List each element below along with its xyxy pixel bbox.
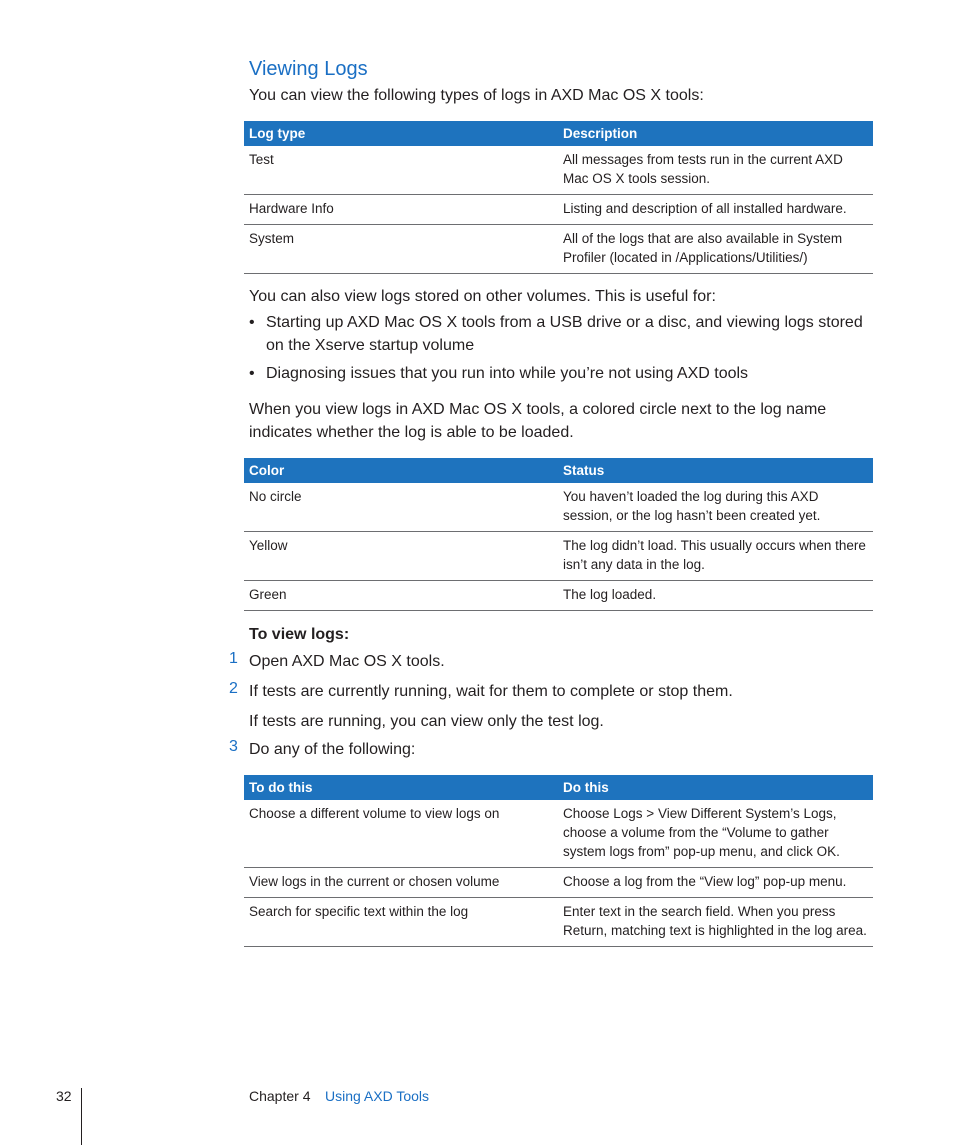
table-cell: All messages from tests run in the current AXD Mac OS X tools session. xyxy=(558,146,873,195)
step-note: If tests are running, you can view only the test log. xyxy=(249,713,604,730)
procedure-title: To view logs: xyxy=(249,626,350,643)
table-header-row xyxy=(244,775,873,800)
bullet-glyph: • xyxy=(249,314,255,331)
table-row xyxy=(244,483,873,532)
table-cell: System xyxy=(244,225,558,274)
page-number: 32 xyxy=(56,1088,72,1104)
table-cell: Choose a log from the “View log” pop-up menu. xyxy=(558,868,873,898)
step-number: 3 xyxy=(229,738,238,755)
table-cell: Choose a different volume to view logs on xyxy=(244,800,558,868)
table-cell: Listing and description of all installed hardware. xyxy=(558,195,873,225)
table-cell: Yellow xyxy=(244,532,558,581)
table-cell: View logs in the current or chosen volume xyxy=(244,868,558,898)
table-cell: All of the logs that are also available in System Profiler (located in /Applications/Utilities/) xyxy=(558,225,873,274)
table-cell: Search for specific text within the log xyxy=(244,898,558,947)
table-cell: Green xyxy=(244,581,558,611)
list-item-text: Diagnosing issues that you run into while you’re not using AXD tools xyxy=(266,365,749,382)
section-heading: Viewing Logs xyxy=(249,58,368,80)
step-text: Do any of the following: xyxy=(249,741,416,758)
table-row xyxy=(244,868,873,898)
table-row xyxy=(244,581,873,611)
table-row xyxy=(244,195,873,225)
column-header: Color xyxy=(244,458,558,483)
table-row xyxy=(244,225,873,274)
table-cell: You haven’t loaded the log during this AXD session, or the log hasn’t been created yet. xyxy=(558,483,873,532)
column-header: To do this xyxy=(244,775,558,800)
table-header-row xyxy=(244,121,873,146)
table-row xyxy=(244,532,873,581)
table-cell: The log loaded. xyxy=(558,581,873,611)
list-item xyxy=(249,362,869,385)
bullet-glyph: • xyxy=(249,365,255,382)
column-header: Do this xyxy=(558,775,873,800)
step-number: 2 xyxy=(229,680,238,697)
footer-chapter-title: Using AXD Tools xyxy=(325,1088,430,1104)
table-cell: Choose Logs > View Different System’s Logs, choose a volume from the “Volume to gather system logs from” pop-up menu, and click OK. xyxy=(558,800,873,868)
table-cell: Enter text in the search field. When you press Return, matching text is highlighted in the log area. xyxy=(558,898,873,947)
table-cell: No circle xyxy=(244,483,558,532)
log-types-table xyxy=(244,121,873,274)
table-cell: The log didn’t load. This usually occurs when there isn’t any data in the log. xyxy=(558,532,873,581)
step-text: If tests are currently running, wait for them to complete or stop them. xyxy=(249,683,733,700)
column-header: Log type xyxy=(244,121,558,146)
bullet-list xyxy=(249,311,869,390)
list-item-text: Starting up AXD Mac OS X tools from a USB drive or a disc, and viewing logs stored on the Xserve startup volume xyxy=(266,314,863,354)
table-row xyxy=(244,146,873,195)
column-header: Status xyxy=(558,458,873,483)
table-header-row xyxy=(244,458,873,483)
step-text: Open AXD Mac OS X tools. xyxy=(249,653,445,670)
intro-text: You can view the following types of logs in AXD Mac OS X tools: xyxy=(249,87,704,104)
status-table xyxy=(244,458,873,611)
step-number: 1 xyxy=(229,650,238,667)
footer-chapter: Chapter 4 xyxy=(249,1088,311,1104)
table-cell: Hardware Info xyxy=(244,195,558,225)
volumes-intro: You can also view logs stored on other volumes. This is useful for: xyxy=(249,288,716,305)
footer-divider xyxy=(81,1088,82,1145)
circle-paragraph: When you view logs in AXD Mac OS X tools, a colored circle next to the log name indicates whether the log is able to be loaded. xyxy=(249,401,827,441)
table-cell: Test xyxy=(244,146,558,195)
column-header: Description xyxy=(558,121,873,146)
actions-table xyxy=(244,775,873,947)
table-row xyxy=(244,898,873,947)
table-row xyxy=(244,800,873,868)
list-item xyxy=(249,311,869,357)
